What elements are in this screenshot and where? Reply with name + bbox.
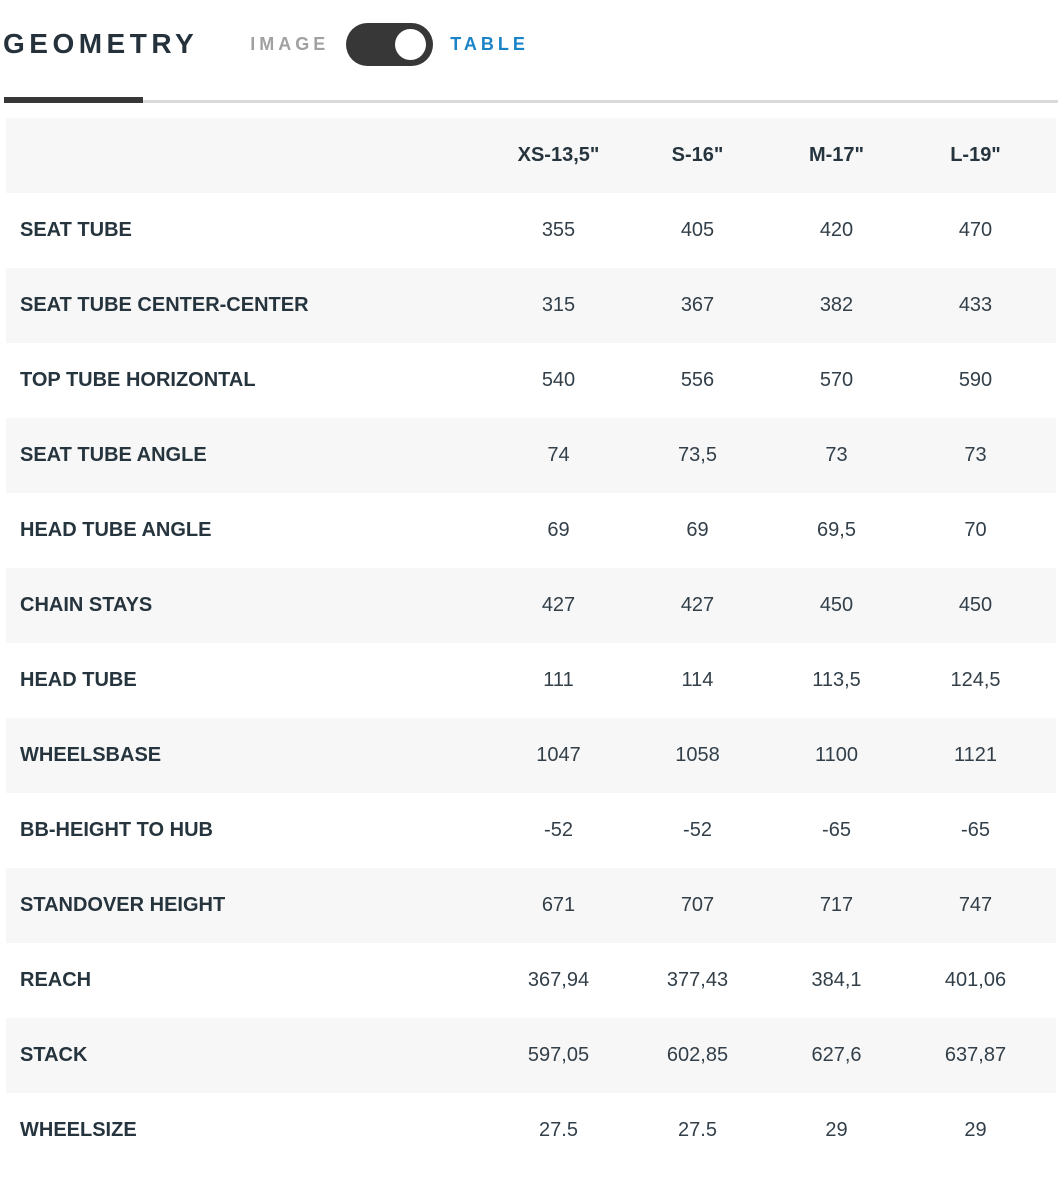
- row-value: 27.5: [678, 1119, 717, 1141]
- table-row: [6, 493, 1056, 568]
- row-label: CHAIN STAYS: [20, 594, 153, 616]
- table-row: [6, 1093, 1056, 1168]
- row-value: 377,43: [666, 969, 729, 991]
- column-header-m: M-17": [808, 144, 865, 166]
- column-header-s: S-16": [671, 144, 724, 166]
- row-value: 1047: [536, 744, 581, 766]
- row-label: SEAT TUBE: [20, 219, 132, 241]
- row-label: REACH: [20, 969, 92, 991]
- row-value: 113,5: [812, 669, 861, 691]
- row-value: 74: [547, 444, 570, 466]
- page-title: GEOMETRY: [3, 28, 199, 59]
- row-value: 384,1: [811, 969, 862, 991]
- column-header-xs: XS-13,5": [517, 144, 600, 166]
- row-value: 747: [958, 894, 993, 916]
- row-label: BB-HEIGHT TO HUB: [20, 819, 213, 841]
- row-value: 1100: [814, 744, 858, 766]
- row-label: SEAT TUBE CENTER-CENTER: [20, 294, 309, 316]
- row-value: 427: [541, 594, 576, 616]
- table-row: [6, 943, 1056, 1018]
- row-value: 73: [825, 444, 848, 466]
- row-value: -65: [822, 819, 851, 841]
- row-label: SEAT TUBE ANGLE: [20, 444, 207, 466]
- table-row: [6, 568, 1056, 643]
- table-row: [6, 343, 1056, 418]
- row-label: STANDOVER HEIGHT: [20, 894, 226, 916]
- row-label: WHEELSIZE: [20, 1119, 137, 1141]
- row-value: 602,85: [666, 1044, 729, 1066]
- row-value: 367: [680, 294, 715, 316]
- header-rule-light: [4, 100, 1058, 103]
- row-value: 355: [541, 219, 576, 241]
- row-value: 73: [964, 444, 987, 466]
- table-header-row: [6, 118, 1056, 193]
- row-value: 401,06: [944, 969, 1007, 991]
- table-row: [6, 193, 1056, 268]
- row-value: 450: [958, 594, 993, 616]
- row-value: 450: [819, 594, 854, 616]
- row-value: 29: [964, 1119, 987, 1141]
- row-label: HEAD TUBE: [20, 669, 137, 691]
- row-value: 27.5: [539, 1119, 578, 1141]
- view-toggle-switch[interactable]: [346, 23, 433, 66]
- toggle-knob-icon: [395, 29, 426, 60]
- row-value: -65: [961, 819, 990, 841]
- table-row: [6, 1018, 1056, 1093]
- table-body: [6, 193, 1056, 1168]
- row-value: 470: [958, 219, 993, 241]
- row-value: 717: [819, 894, 854, 916]
- table-row: [6, 643, 1056, 718]
- toggle-label-image[interactable]: IMAGE: [250, 33, 330, 54]
- toggle-label-table[interactable]: TABLE: [450, 33, 529, 54]
- row-value: 627,6: [811, 1044, 862, 1066]
- table-row: [6, 793, 1056, 868]
- row-value: 69,5: [817, 519, 856, 541]
- row-value: 556: [680, 369, 715, 391]
- row-value: -52: [544, 819, 573, 841]
- row-label: TOP TUBE HORIZONTAL: [20, 369, 256, 391]
- row-value: 29: [825, 1119, 848, 1141]
- column-header-l: L-19": [950, 144, 1001, 166]
- row-value: 367,94: [527, 969, 590, 991]
- row-value: 637,87: [944, 1044, 1007, 1066]
- header-rule-dark: [4, 97, 143, 103]
- row-value: 405: [680, 219, 715, 241]
- row-label: STACK: [20, 1044, 88, 1066]
- table-row: [6, 718, 1056, 793]
- row-value: 597,05: [527, 1044, 590, 1066]
- row-value: 1058: [675, 744, 720, 766]
- row-value: 382: [819, 294, 854, 316]
- geometry-table: [6, 118, 1056, 1168]
- row-label: HEAD TUBE ANGLE: [20, 519, 212, 541]
- row-label: WHEELSBASE: [20, 744, 162, 766]
- header-rule: [4, 97, 1058, 103]
- row-value: 671: [541, 894, 576, 916]
- row-value: 540: [541, 369, 576, 391]
- row-value: 111: [543, 669, 574, 691]
- row-value: 70: [964, 519, 987, 541]
- row-value: 570: [819, 369, 854, 391]
- row-value: 114: [681, 669, 714, 691]
- section-header: [0, 0, 1062, 66]
- row-value: 69: [547, 519, 570, 541]
- row-value: 590: [958, 369, 993, 391]
- row-value: 707: [680, 894, 715, 916]
- row-value: 427: [680, 594, 715, 616]
- table-row: [6, 868, 1056, 943]
- table-row: [6, 418, 1056, 493]
- row-value: 124,5: [950, 669, 1001, 691]
- row-value: 420: [819, 219, 854, 241]
- table-row: [6, 268, 1056, 343]
- row-value: 69: [686, 519, 709, 541]
- row-value: 433: [958, 294, 993, 316]
- row-value: 73,5: [678, 444, 717, 466]
- row-value: 1121: [953, 744, 997, 766]
- view-toggle-group: [250, 23, 529, 66]
- row-value: -52: [683, 819, 712, 841]
- row-value: 315: [541, 294, 576, 316]
